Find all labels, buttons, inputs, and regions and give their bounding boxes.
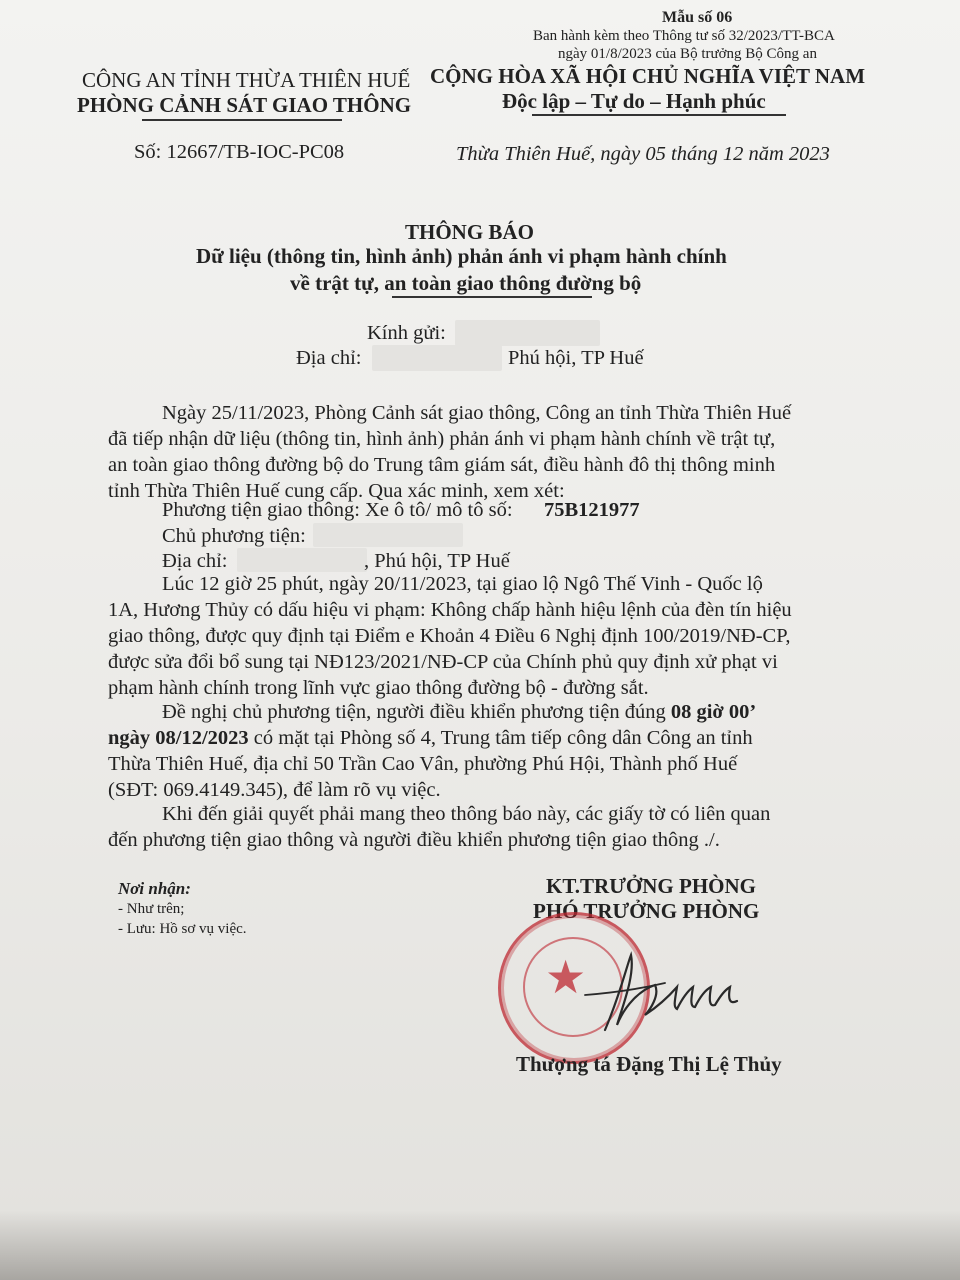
appointment-date: ngày 08/12/2023 [108, 727, 249, 749]
p3-line1 [162, 702, 756, 723]
form-number: Mẫu số 06 [662, 9, 733, 26]
recipient-address-label: Địa chỉ: [296, 347, 362, 369]
document-number: Số: 12667/TB-IOC-PC08 [134, 141, 345, 163]
owner-address: , Phú hội, TP Huế [364, 550, 510, 572]
appointment-time: 08 giờ 00’ [670, 701, 757, 723]
p1-line4: tỉnh Thừa Thiên Huế cung cấp. Qua xác minh, xem xét: [108, 480, 565, 502]
page-shadow [0, 1210, 960, 1280]
p3-line2 [108, 728, 753, 749]
p2-line2: 1A, Hương Thủy có dấu hiệu vi phạm: Không chấp hành hiệu lệnh của đèn tín hiệu [108, 599, 792, 621]
vehicle-label: Phương tiện giao thông: Xe ô tô/ mô tô số: [162, 499, 513, 521]
p1-line1: Ngày 25/11/2023, Phòng Cảnh sát giao thông, Công an tỉnh Thừa Thiên Huế [162, 402, 792, 424]
p2-line3: giao thông, được quy định tại Điểm e Khoản 4 Điều 6 Nghị định 100/2019/NĐ-CP, [108, 625, 791, 647]
p4-line2: đến phương tiện giao thông và người điều khiển phương tiện giao thông ./. [108, 829, 720, 851]
p3-line4: (SĐT: 069.4149.345), để làm rõ vụ việc. [108, 779, 441, 801]
signer-name: Thượng tá Đặng Thị Lệ Thủy [516, 1052, 782, 1076]
recipient-item-1: - Như trên; [118, 901, 185, 917]
owner-address-redacted [237, 548, 367, 572]
place-date: Thừa Thiên Huế, ngày 05 tháng 12 năm 2023 [456, 143, 830, 165]
recipients-label: Nơi nhận: [118, 879, 191, 898]
recipient-name-redacted [455, 320, 600, 346]
p3-line3: Thừa Thiên Huế, địa chỉ 50 Trần Cao Vân, phường Phú Hội, Thành phố Huế [108, 753, 738, 775]
nation-line1: CỘNG HÒA XÃ HỘI CHỦ NGHĨA VIỆT NAM [430, 64, 866, 88]
signature-title-1: KT.TRƯỞNG PHÒNG [546, 874, 756, 898]
agency-underline [142, 119, 342, 121]
recipient-item-2: - Lưu: Hồ sơ vụ việc. [118, 921, 247, 937]
notice-title: THÔNG BÁO [405, 220, 534, 244]
recipient-address-redacted [372, 345, 502, 371]
vehicle-plate: 75B121977 [544, 499, 640, 521]
recipient-address: Phú hội, TP Huế [508, 347, 644, 369]
form-issued-line1: Ban hành kèm theo Thông tư số 32/2023/TT-BCA [533, 28, 835, 44]
recipient-label: Kính gửi: [367, 322, 446, 344]
agency-line1: CÔNG AN TỈNH THỪA THIÊN HUẾ [82, 68, 411, 92]
title-underline [392, 296, 592, 298]
p3-line1-text: Đề nghị chủ phương tiện, người điều khiển phương tiện đúng [162, 701, 666, 723]
nation-underline [532, 114, 786, 116]
p2-line5: phạm hành chính trong lĩnh vực giao thông đường bộ - đường sắt. [108, 677, 649, 699]
nation-line2: Độc lập – Tự do – Hạnh phúc [502, 89, 766, 113]
p4-line1: Khi đến giải quyết phải mang theo thông báo này, các giấy tờ có liên quan [162, 803, 771, 825]
owner-name-redacted [313, 523, 463, 547]
owner-label: Chủ phương tiện: [162, 525, 306, 547]
handwritten-signature [565, 935, 765, 1045]
p1-line2: đã tiếp nhận dữ liệu (thông tin, hình ảnh) phản ánh vi phạm hành chính về trật tự, [108, 428, 776, 450]
p3-line2-text: có mặt tại Phòng số 4, Trung tâm tiếp công dân Công an tỉnh [253, 727, 753, 749]
signature-title-2: PHÓ TRƯỞNG PHÒNG [533, 899, 760, 923]
notice-subtitle-2: về trật tự, an toàn giao thông đường bộ [290, 271, 642, 295]
p2-line1: Lúc 12 giờ 25 phút, ngày 20/11/2023, tại giao lộ Ngô Thế Vinh - Quốc lộ [162, 573, 763, 595]
form-issued-line2: ngày 01/8/2023 của Bộ trưởng Bộ Công an [558, 46, 817, 62]
owner-address-label: Địa chỉ: [162, 550, 228, 572]
p1-line3: an toàn giao thông đường bộ do Trung tâm giám sát, điều hành đô thị thông minh [108, 454, 776, 476]
stamp-star-icon: ★ [545, 952, 587, 1003]
notice-subtitle-1: Dữ liệu (thông tin, hình ảnh) phản ánh vi phạm hành chính [196, 244, 727, 268]
agency-line2: PHÒNG CẢNH SÁT GIAO THÔNG [77, 93, 412, 117]
p2-line4: được sửa đổi bổ sung tại NĐ123/2021/NĐ-CP của Chính phủ quy định xử phạt vi [108, 651, 778, 673]
